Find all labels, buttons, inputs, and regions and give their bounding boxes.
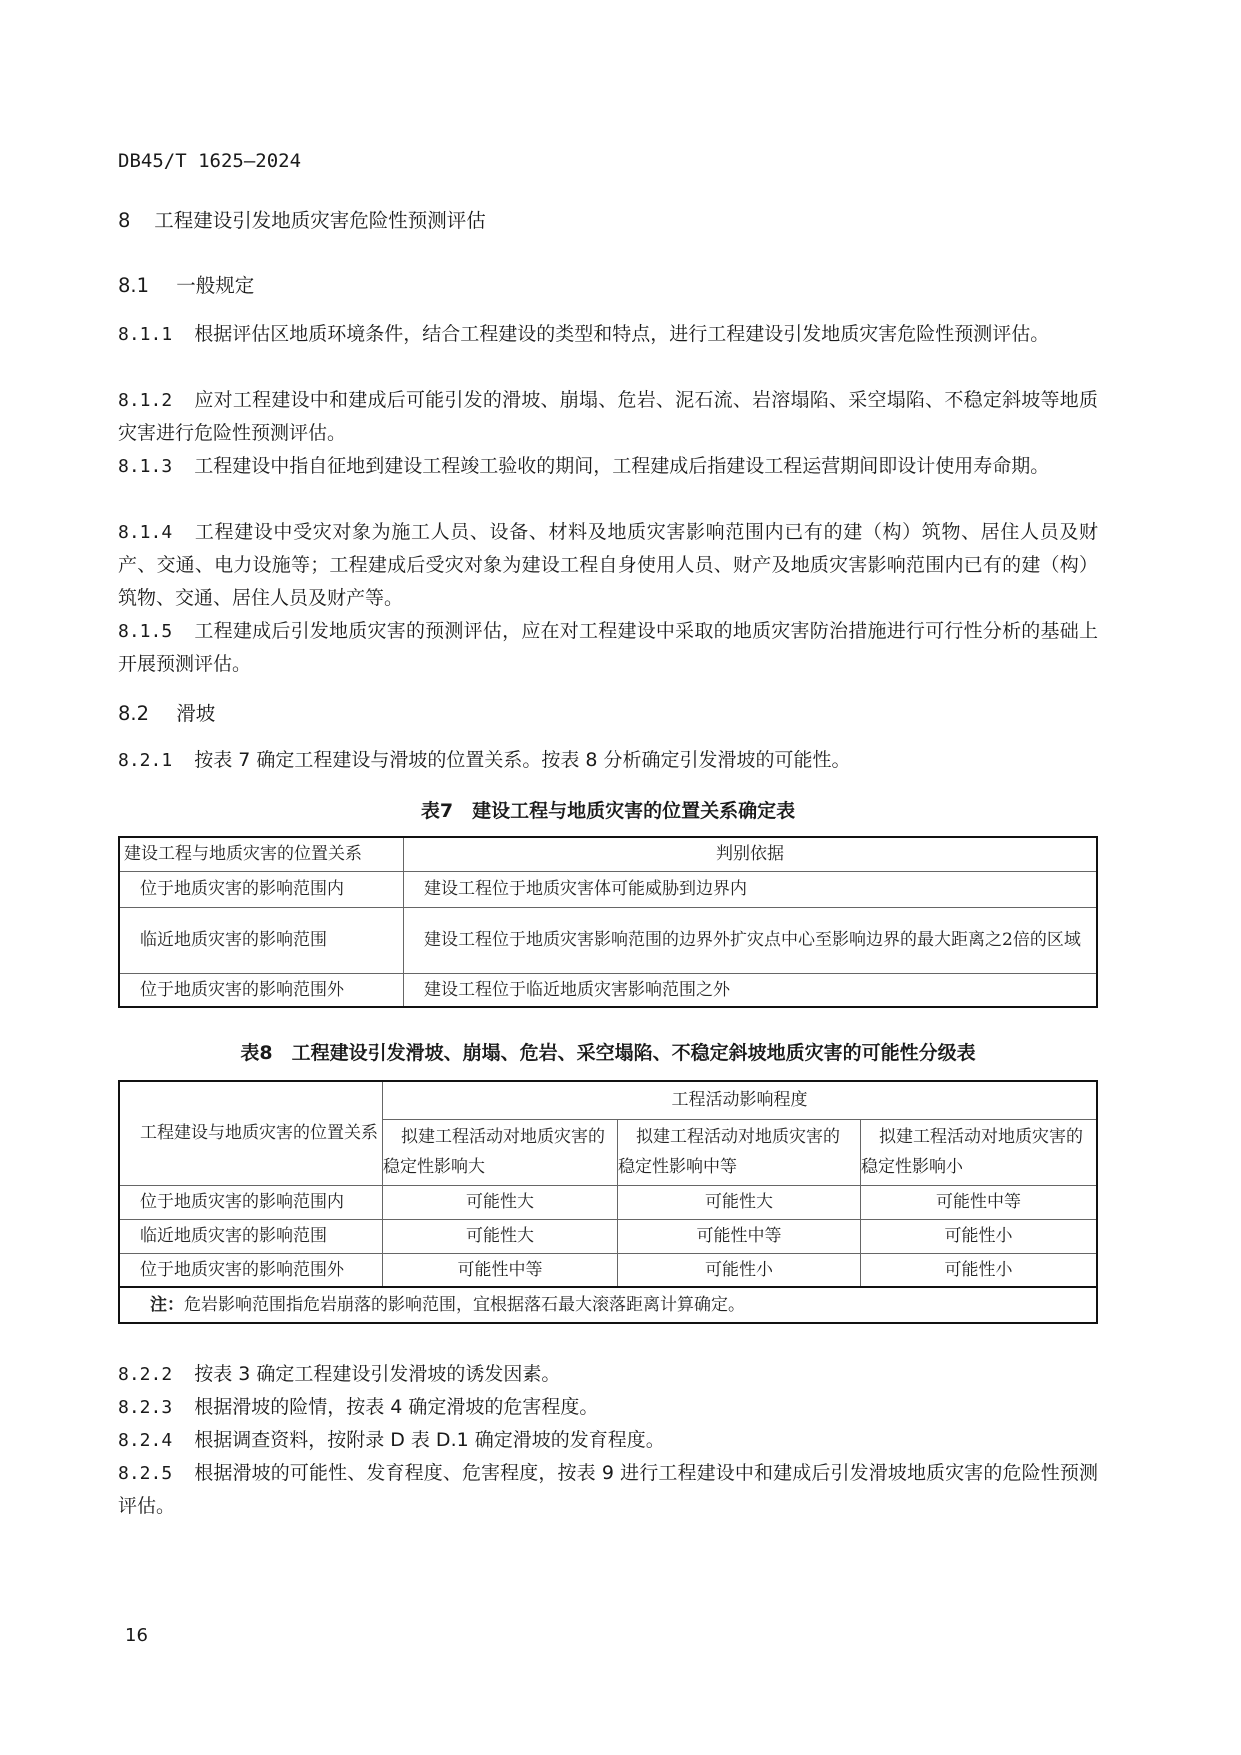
table-cell: 位于地质灾害的影响范围外 — [119, 973, 404, 1007]
clause-number: 8.1.3 — [118, 456, 173, 477]
clause-text: 根据评估区地质环境条件，结合工程建设的类型和特点，进行工程建设引发地质灾害危险性预测评估。 — [194, 323, 1050, 345]
clause-8-1-1 — [118, 318, 1098, 351]
clause-text: 按表 3 确定工程建设引发滑坡的诱发因素。 — [194, 1363, 561, 1385]
table-8 — [118, 1080, 1098, 1324]
section-number: 8.1 — [118, 274, 150, 297]
table-header-row — [119, 837, 1097, 871]
table-cell: 可能性小 — [861, 1253, 1098, 1287]
clause-8-2-4 — [118, 1424, 1098, 1457]
section-8-heading — [118, 205, 486, 233]
table-cell: 可能性中等 — [861, 1185, 1098, 1219]
table-cell: 可能性中等 — [618, 1219, 861, 1253]
table-8-caption: 表8 工程建设引发滑坡、崩塌、危岩、采空塌陷、不稳定斜坡地质灾害的可能性分级表 — [240, 1042, 976, 1064]
table-row — [119, 1219, 1097, 1253]
page-number: 16 — [125, 1625, 148, 1646]
clause-8-2-3 — [118, 1391, 1098, 1424]
table-note-row — [119, 1287, 1097, 1323]
clause-8-1-3 — [118, 450, 1098, 483]
table-cell: 可能性大 — [383, 1185, 618, 1219]
table-cell: 临近地质灾害的影响范围 — [119, 907, 404, 973]
table-cell: 建设工程位于地质灾害影响范围的边界外扩灾点中心至影响边界的最大距离之2倍的区域 — [404, 907, 1098, 973]
clause-number: 8.2.3 — [118, 1397, 173, 1418]
clause-8-2-1 — [118, 744, 1098, 777]
table-cell: 可能性大 — [383, 1219, 618, 1253]
section-8-1-heading — [118, 270, 254, 298]
clause-number: 8.1.5 — [118, 621, 173, 642]
clause-number: 8.2.2 — [118, 1364, 173, 1385]
clause-text: 根据滑坡的可能性、发育程度、危害程度，按表 9 进行工程建设中和建成后引发滑坡地质灾害的危险性预测评估。 — [118, 1462, 1098, 1517]
section-number: 8 — [118, 209, 131, 232]
clause-number: 8.1.1 — [118, 324, 173, 345]
clause-number: 8.1.4 — [118, 522, 173, 543]
section-title: 滑坡 — [176, 702, 216, 725]
table-row — [119, 907, 1097, 973]
section-number: 8.2 — [118, 702, 150, 725]
clause-number: 8.2.4 — [118, 1430, 173, 1451]
clause-text: 根据调查资料，按附录 D 表 D.1 确定滑坡的发育程度。 — [194, 1429, 665, 1451]
group-header-cell: 工程活动影响程度 — [383, 1081, 1098, 1119]
table-header-row — [119, 1081, 1097, 1119]
clause-text: 根据滑坡的险情，按表 4 确定滑坡的危害程度。 — [194, 1396, 599, 1418]
table-cell: 建设工程位于地质灾害体可能威胁到边界内 — [404, 871, 1098, 907]
clause-text: 应对工程建设中和建成后可能引发的滑坡、崩塌、危岩、泥石流、岩溶塌陷、采空塌陷、不稳定斜坡等地质灾害进行危险性预测评估。 — [118, 389, 1098, 444]
clause-text: 工程建设中受灾对象为施工人员、设备、材料及地质灾害影响范围内已有的建（构）筑物、居住人员及财产、交通、电力设施等；工程建成后受灾对象为建设工程自身使用人员、财产及地质灾害影响范围内已有的建（构）筑物、交通、居住人员及财产等。 — [118, 521, 1098, 609]
table-cell: 建设工程位于临近地质灾害影响范围之外 — [404, 973, 1098, 1007]
clause-text: 工程建成后引发地质灾害的预测评估，应在对工程建设中采取的地质灾害防治措施进行可行性分析的基础上开展预测评估。 — [118, 620, 1098, 675]
section-title: 一般规定 — [176, 274, 255, 297]
clause-8-1-4 — [118, 516, 1098, 615]
table-cell: 可能性大 — [618, 1185, 861, 1219]
table-cell: 可能性小 — [618, 1253, 861, 1287]
table-row — [119, 1253, 1097, 1287]
header-cell: 拟建工程活动对地质灾害的稳定性影响大 — [383, 1119, 618, 1185]
clause-number: 8.2.5 — [118, 1463, 173, 1484]
section-8-2-heading — [118, 698, 215, 726]
clause-8-1-2 — [118, 384, 1098, 450]
table-row — [119, 973, 1097, 1007]
clause-8-2-5 — [118, 1457, 1098, 1523]
clause-text: 工程建设中指自征地到建设工程竣工验收的期间，工程建成后指建设工程运营期间即设计使用寿命期。 — [194, 455, 1050, 477]
header-cell: 判别依据 — [404, 837, 1098, 871]
table-7 — [118, 836, 1098, 1008]
table-row — [119, 871, 1097, 907]
note-label: 注： — [150, 1295, 184, 1315]
header-cell: 拟建工程活动对地质灾害的稳定性影响中等 — [618, 1119, 861, 1185]
section-title: 工程建设引发地质灾害危险性预测评估 — [154, 209, 486, 232]
header-cell: 拟建工程活动对地质灾害的稳定性影响小 — [861, 1119, 1098, 1185]
table-cell: 可能性小 — [861, 1219, 1098, 1253]
table-cell: 位于地质灾害的影响范围内 — [119, 871, 404, 907]
table-note — [119, 1287, 1097, 1323]
clause-8-1-5 — [118, 615, 1098, 681]
clause-text: 按表 7 确定工程建设与滑坡的位置关系。按表 8 分析确定引发滑坡的可能性。 — [194, 749, 851, 771]
clause-number: 8.2.1 — [118, 750, 173, 771]
clause-8-2-2 — [118, 1358, 1098, 1391]
table-cell: 可能性中等 — [383, 1253, 618, 1287]
table-cell: 临近地质灾害的影响范围 — [119, 1219, 383, 1253]
table-row — [119, 1185, 1097, 1219]
table-7-caption: 表7 建设工程与地质灾害的位置关系确定表 — [420, 800, 796, 822]
table-cell: 位于地质灾害的影响范围内 — [119, 1185, 383, 1219]
document-code: DB45/T 1625—2024 — [118, 150, 302, 172]
header-cell: 建设工程与地质灾害的位置关系 — [119, 837, 404, 871]
header-cell: 工程建设与地质灾害的位置关系 — [119, 1081, 383, 1185]
note-text: 危岩影响范围指危岩崩落的影响范围，宜根据落石最大滚落距离计算确定。 — [184, 1295, 745, 1315]
clause-number: 8.1.2 — [118, 390, 173, 411]
table-cell: 位于地质灾害的影响范围外 — [119, 1253, 383, 1287]
